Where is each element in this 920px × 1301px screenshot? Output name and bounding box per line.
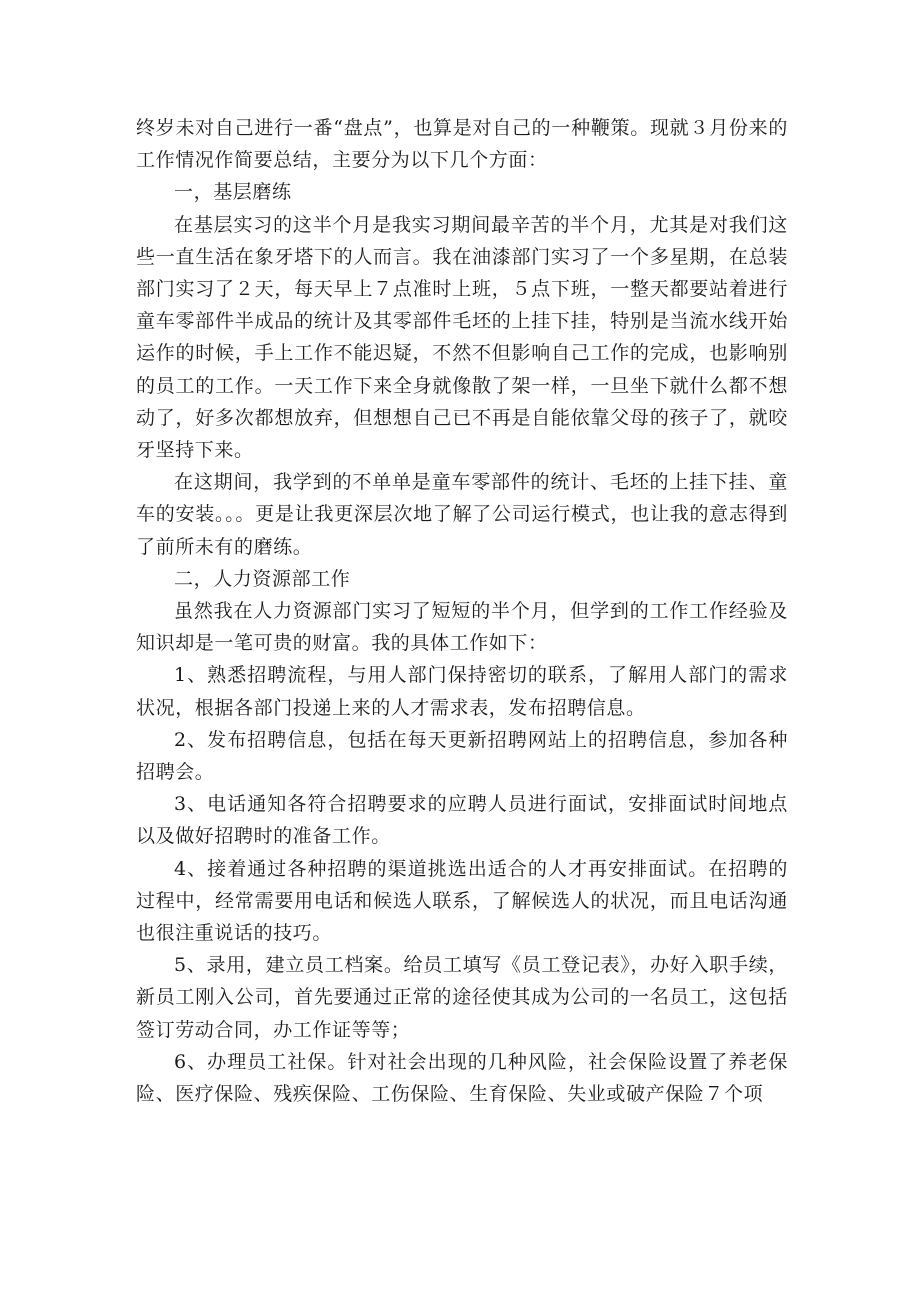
list-item-1: 1、熟悉招聘流程，与用人部门保持密切的联系，了解用人部门的需求状况，根据各部门投递上来的人才需求表，发布招聘信息。 (136, 664, 788, 719)
list-item-4: 4、接着通过各种招聘的渠道挑选出适合的人才再安排面试。在招聘的过程中，经常需要用电话和候选人联系，了解候选人的状况，而且电话沟通也很注重说话的技巧。 (136, 857, 788, 945)
paragraph-grassroots-lessons: 在这期间，我学到的不单单是童车零部件的统计、毛坯的上挂下挂、童车的安装。。。更是让我更深层次地了解了公司运行模式，也让我的意志得到了前所未有的磨练。 (136, 471, 788, 558)
paragraph-intro: 终岁未对自己进行一番“盘点”，也算是对自己的一种鞭策。现就３月份来的工作情况作简要总结，主要分为以下几个方面： (136, 117, 788, 172)
section-heading-grassroots: 一，基层磨练 (174, 181, 292, 204)
list-item-5: 5、录用，建立员工档案。给员工填写《员工登记表》，办好入职手续，新员工刚入公司，首先要通过正常的途径使其成为公司的一名员工，这包括签订劳动合同，办工作证等等； (136, 954, 788, 1041)
list-item-2: 2、发布招聘信息，包括在每天更新招聘网站上的招聘信息，参加各种招聘会。 (136, 728, 788, 784)
paragraph-grassroots-training: 在基层实习的这半个月是我实习期间最辛苦的半个月，尤其是对我们这些一直生活在象牙塔下的人而言。我在油漆部门实习了一个多星期，在总装部门实习了２天，每天早上７点准时上班，５点下班，一整天都要站着进行童车零部件半成品的统计及其零部件毛坯的上挂下挂，特别是当流水线开始运作的时候，手上工作不能迟疑，不然不但影响自己工作的完成，也影响别的员工的工作。一天工作下来全身就像散了架一样，一旦坐下就什么都不想动了，好多次都想放弃，但想想自己已不再是自能依靠父母的孩子了，就咬牙坚持下来。 (136, 213, 788, 462)
paragraph-hr-intro: 虽然我在人力资源部门实习了短短的半个月，但学到的工作工作经验及知识却是一笔可贵的财富。我的具体工作如下： (136, 600, 788, 655)
list-item-3: 3、电话通知各符合招聘要求的应聘人员进行面试，安排面试时间地点以及做好招聘时的准备工作。 (136, 793, 788, 848)
document-body (136, 112, 788, 1110)
list-item-6: 6、办理员工社保。针对社会出现的几种风险，社会保险设置了养老保险、医疗保险、残疾保险、工伤保险、生育保险、失业或破产保险７个项 (136, 1050, 788, 1106)
section-heading-hr: 二，人力资源部工作 (174, 567, 351, 590)
